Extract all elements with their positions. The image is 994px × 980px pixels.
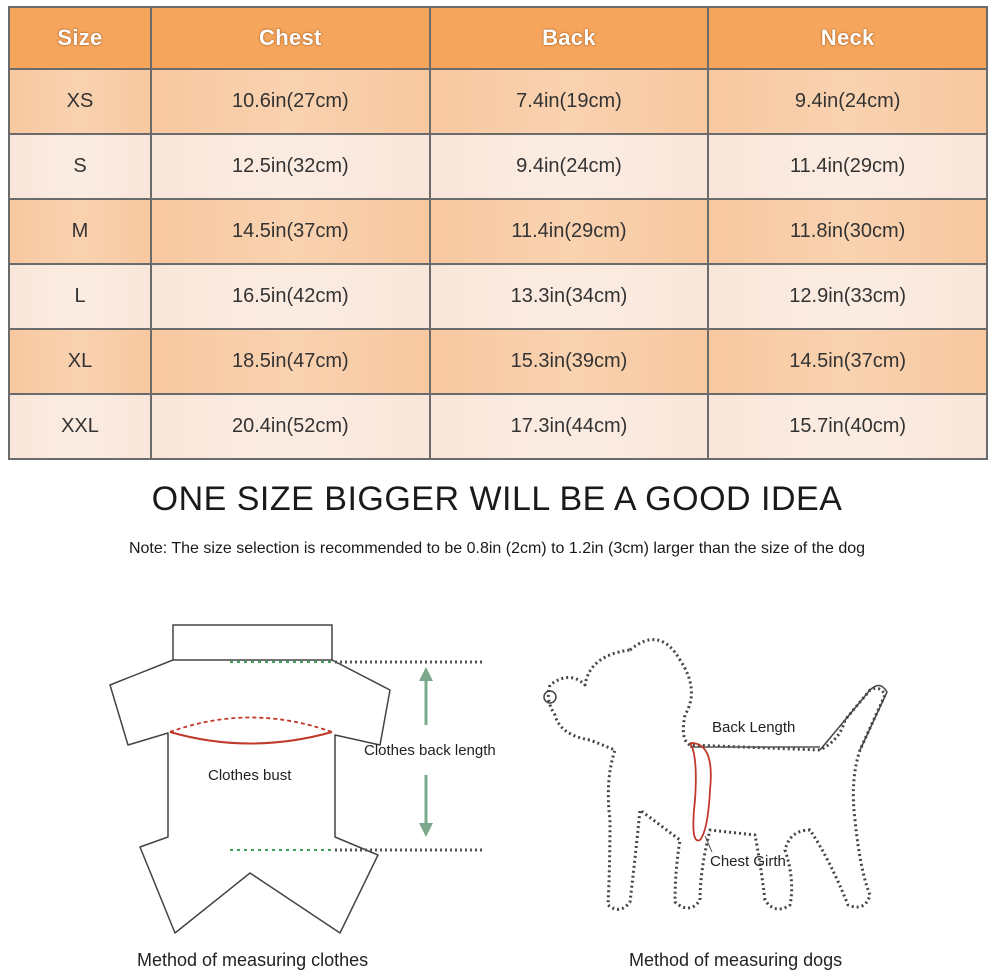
headline: ONE SIZE BIGGER WILL BE A GOOD IDEA xyxy=(151,480,843,518)
cell-neck: 12.9in(33cm) xyxy=(708,264,987,329)
table-row xyxy=(9,69,987,134)
cell-size: L xyxy=(9,264,151,329)
cell-chest: 12.5in(32cm) xyxy=(151,134,430,199)
bust-line-back xyxy=(170,718,332,733)
cell-back: 9.4in(24cm) xyxy=(430,134,709,199)
cell-back: 13.3in(34cm) xyxy=(430,264,709,329)
cell-back: 11.4in(29cm) xyxy=(430,199,709,264)
clothes-back-length-label: Clothes back length xyxy=(364,742,496,759)
cell-neck: 11.4in(29cm) xyxy=(708,134,987,199)
size-chart-table xyxy=(8,6,988,460)
cell-chest: 16.5in(42cm) xyxy=(151,264,430,329)
header-chest: Chest xyxy=(151,7,430,69)
cell-size: XS xyxy=(9,69,151,134)
clothes-diagram xyxy=(100,615,500,940)
back-length-arrow-down xyxy=(419,775,433,837)
cell-chest: 20.4in(52cm) xyxy=(151,394,430,459)
header-size: Size xyxy=(9,7,151,69)
back-length-arrow-up xyxy=(419,667,433,725)
cell-back: 7.4in(19cm) xyxy=(430,69,709,134)
cell-size: S xyxy=(9,134,151,199)
table-header-row xyxy=(9,7,987,69)
dog-tail xyxy=(820,685,887,750)
cell-back: 15.3in(39cm) xyxy=(430,329,709,394)
clothes-caption: Method of measuring clothes xyxy=(137,950,369,970)
clothes-bust-label: Clothes bust xyxy=(208,767,292,784)
cell-size: XL xyxy=(9,329,151,394)
header-back: Back xyxy=(430,7,709,69)
dog-chest-girth-label: Chest Girth xyxy=(710,853,786,870)
cell-chest: 10.6in(27cm) xyxy=(151,69,430,134)
dog-caption: Method of measuring dogs xyxy=(629,950,843,970)
cell-neck: 9.4in(24cm) xyxy=(708,69,987,134)
dog-diagram xyxy=(530,630,910,945)
cell-neck: 11.8in(30cm) xyxy=(708,199,987,264)
cell-back: 17.3in(44cm) xyxy=(430,394,709,459)
clothes-collar xyxy=(173,625,332,660)
cell-neck: 15.7in(40cm) xyxy=(708,394,987,459)
dog-back-length-label: Back Length xyxy=(712,719,796,736)
cell-size: XXL xyxy=(9,394,151,459)
cell-neck: 14.5in(37cm) xyxy=(708,329,987,394)
table-row xyxy=(9,134,987,199)
dog-eye xyxy=(544,691,556,703)
table-row xyxy=(9,329,987,394)
table-row xyxy=(9,394,987,459)
header-neck: Neck xyxy=(708,7,987,69)
table-row xyxy=(9,199,987,264)
cell-chest: 14.5in(37cm) xyxy=(151,199,430,264)
cell-size: M xyxy=(9,199,151,264)
chest-girth-loop xyxy=(690,743,711,841)
clothes-outline xyxy=(110,660,390,933)
bust-line-front xyxy=(170,732,332,744)
table-row xyxy=(9,264,987,329)
cell-chest: 18.5in(47cm) xyxy=(151,329,430,394)
sizing-note: Note: The size selection is recommended to be 0.8in (2cm) to 1.2in (3cm) larger than the size of the dog xyxy=(128,540,866,557)
